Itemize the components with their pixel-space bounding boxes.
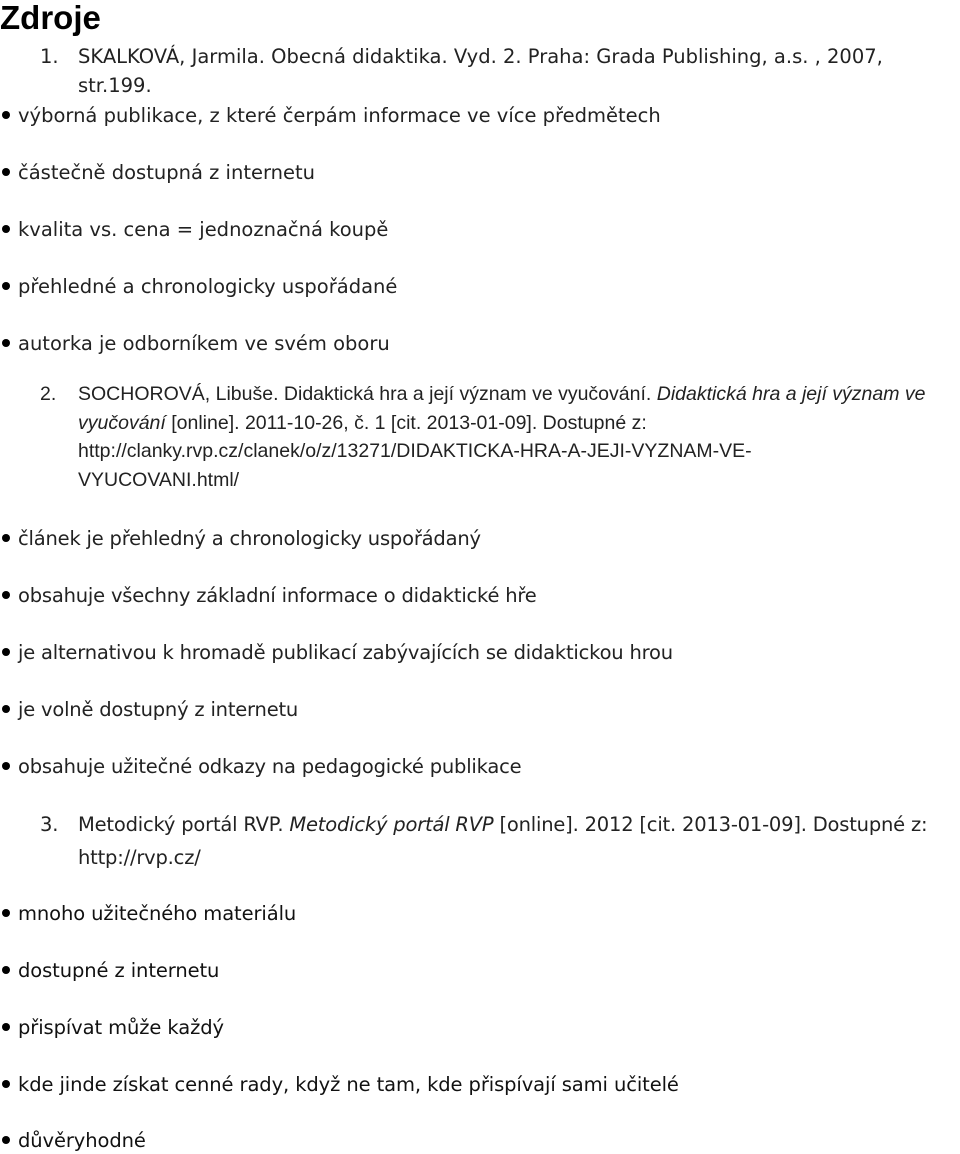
list-item xyxy=(0,898,940,928)
source-citation xyxy=(78,808,927,874)
bullet-icon xyxy=(2,1136,10,1144)
bullet-icon xyxy=(2,762,10,770)
bullet-icon xyxy=(2,591,10,599)
bullet-icon xyxy=(2,705,10,713)
list-item xyxy=(0,1126,940,1154)
citation-tail: [online]. 2011-10-26, č. 1 [cit. 2013-01-09]. Dostupné z: xyxy=(171,411,647,434)
source-number: 3. xyxy=(40,813,59,836)
list-item xyxy=(0,1069,940,1099)
list-item xyxy=(0,751,940,781)
list-item-text: článek je přehledný a chronologicky uspořádaný xyxy=(18,526,481,550)
list-item xyxy=(0,694,940,724)
bullet-icon xyxy=(2,966,10,974)
source-1 xyxy=(40,43,955,100)
source-2 xyxy=(40,380,955,494)
bullet-icon xyxy=(2,339,10,347)
bullet-icon xyxy=(2,1023,10,1031)
citation-italic-title: Metodický portál RVP xyxy=(289,813,494,836)
list-item-text: mnoho užitečného materiálu xyxy=(18,901,297,925)
page-title: Zdroje xyxy=(0,0,101,36)
source-number: 1. xyxy=(40,45,59,68)
list-item xyxy=(0,1012,940,1042)
list-item xyxy=(0,523,940,553)
source-url-link-continued[interactable]: VYUCOVANI.html/ xyxy=(78,468,240,491)
list-item-text: částečně dostupná z internetu xyxy=(18,160,315,184)
list-item-text: přehledné a chronologicky uspořádané xyxy=(18,274,398,298)
list-item xyxy=(0,100,940,130)
list-item-text: kvalita vs. cena = jednoznačná koupě xyxy=(18,217,389,241)
list-item-text: výborná publikace, z které čerpám informace ve více předmětech xyxy=(18,103,661,127)
citation-tail: [online]. 2012 [cit. 2013-01-09]. Dostupné z: xyxy=(499,813,928,836)
list-item xyxy=(0,328,940,358)
list-item xyxy=(0,637,940,667)
source-citation: SKALKOVÁ, Jarmila. Obecná didaktika. Vyd. 2. Praha: Grada Publishing, a.s. , 2007, str.199. xyxy=(78,45,883,97)
bullet-icon xyxy=(2,168,10,176)
citation-lead: Metodický portál RVP. xyxy=(78,813,284,836)
source-3 xyxy=(40,808,955,874)
list-item-text: je volně dostupný z internetu xyxy=(18,697,299,721)
list-item-text: přispívat může každý xyxy=(18,1015,224,1039)
list-item xyxy=(0,580,940,610)
list-item xyxy=(0,214,940,244)
list-item xyxy=(0,955,940,985)
list-item-text: obsahuje všechny základní informace o didaktické hře xyxy=(18,583,537,607)
bullet-icon xyxy=(2,111,10,119)
list-item-text: je alternativou k hromadě publikací zabývajících se didaktickou hrou xyxy=(18,640,673,664)
source-citation xyxy=(78,380,955,494)
bullet-icon xyxy=(2,534,10,542)
citation-lead: SOCHOROVÁ, Libuše. Didaktická hra a její význam ve vyučování. xyxy=(78,383,652,405)
list-item xyxy=(0,271,940,301)
citation-italic-title: Didaktická hra a její význam ve vyučování xyxy=(78,383,926,434)
list-item-text: obsahuje užitečné odkazy na pedagogické publikace xyxy=(18,754,522,778)
bullet-icon xyxy=(2,282,10,290)
bullet-icon xyxy=(2,909,10,917)
list-item xyxy=(0,157,940,187)
bullet-icon xyxy=(2,225,10,233)
source-number: 2. xyxy=(40,383,57,405)
bullet-icon xyxy=(2,1080,10,1088)
list-item-text: autorka je odborníkem ve svém oboru xyxy=(18,331,390,355)
bullet-icon xyxy=(2,648,10,656)
source-url-link[interactable]: http://clanky.rvp.cz/clanek/o/z/13271/DIDAKTICKA-HRA-A-JEJI-VYZNAM-VE- xyxy=(78,440,752,462)
source-url-link[interactable]: http://rvp.cz/ xyxy=(78,846,201,869)
list-item-text: důvěryhodné xyxy=(18,1128,146,1152)
list-item-text: dostupné z internetu xyxy=(18,958,220,982)
list-item-text: kde jinde získat cenné rady, když ne tam, kde přispívají sami učitelé xyxy=(18,1072,679,1096)
